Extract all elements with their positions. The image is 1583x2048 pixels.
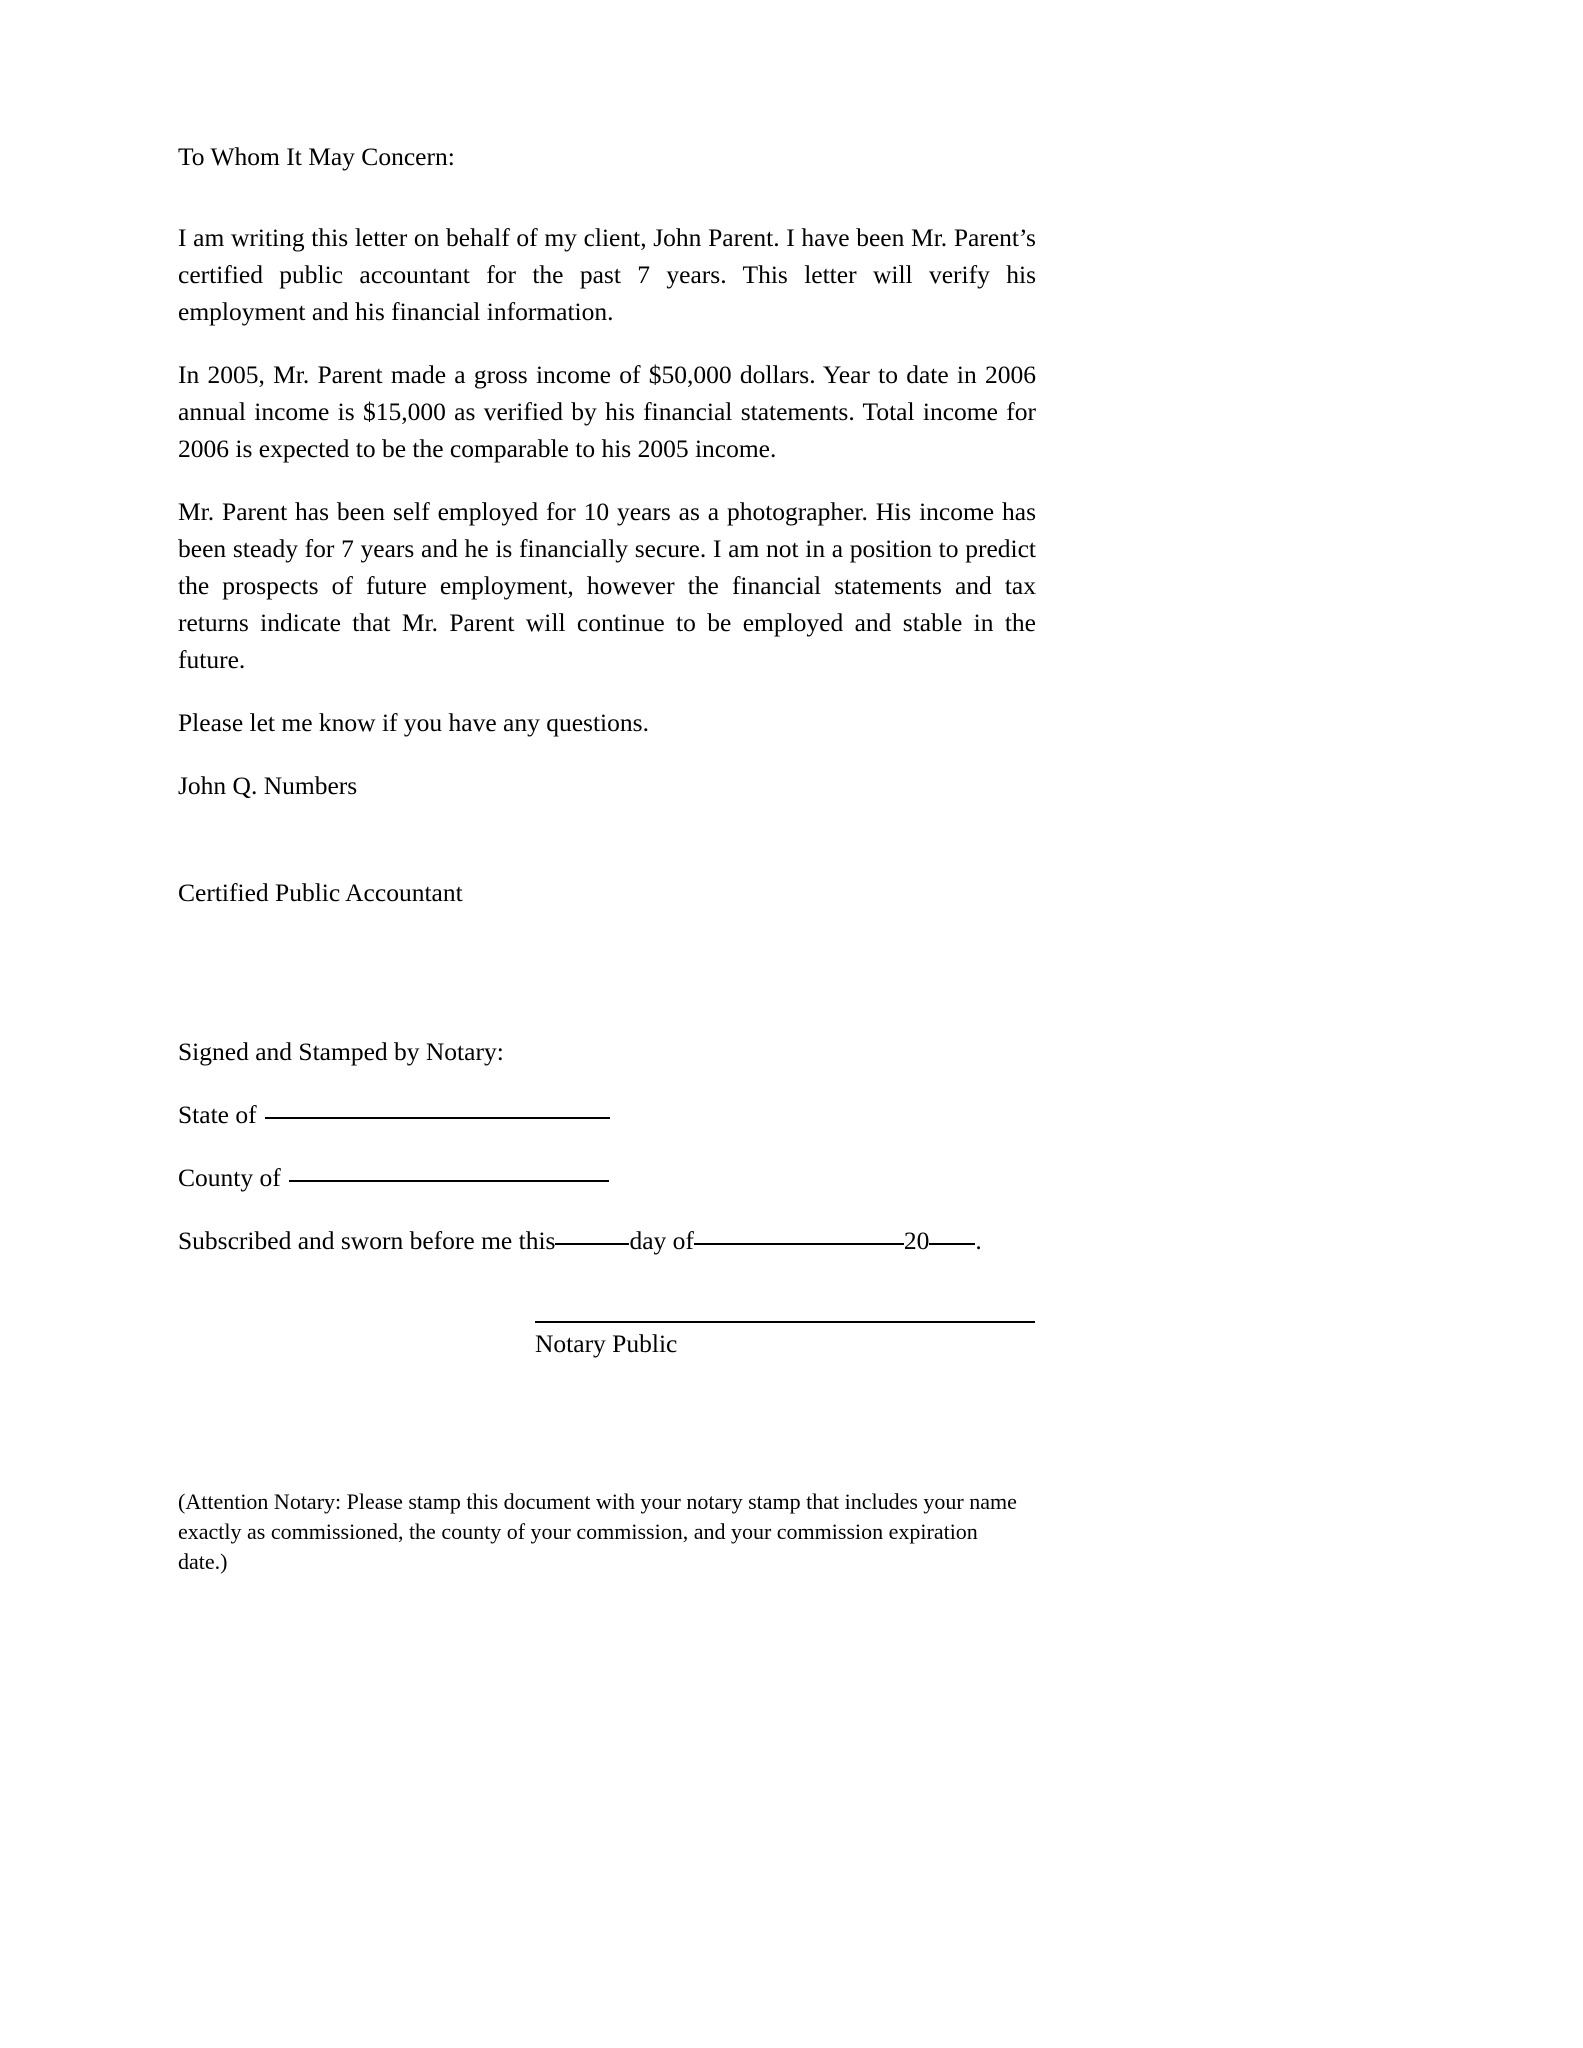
notary-state-row: [178, 1096, 1036, 1133]
county-of-label: County of: [178, 1163, 281, 1192]
notary-signature-line[interactable]: [535, 1321, 1035, 1323]
paragraph-employment-intro: I am writing this letter on behalf of my client, John Parent. I have been Mr. Parent’s certified public accountant for the past 7 years. This letter will verify his employment and his financial information.: [178, 223, 1036, 326]
sworn-year-prefix-label: 20: [903, 1226, 930, 1255]
notary-signature-caption: Notary Public: [535, 1329, 678, 1358]
sworn-prefix-label: Subscribed and sworn before me this: [178, 1226, 556, 1255]
notary-county-row: [178, 1159, 1036, 1196]
state-of-label: State of: [178, 1100, 257, 1129]
paragraph-employment-stability: Mr. Parent has been self employed for 10 years as a photographer. His income has been steady for 7 years and he is financially secure. I am not in a position to predict the prospects of future employment, however the financial statements and tax returns indicate that Mr. Parent will continue to be employed and stable in the future.: [178, 497, 1036, 674]
sworn-month-input-line[interactable]: [694, 1243, 904, 1245]
paragraph-income-figures: In 2005, Mr. Parent made a gross income of $50,000 dollars. Year to date in 2006 annual income is $15,000 as verified by his financial statements. Total income for 2006 is expected to be the comparable to his 2005 income.: [178, 360, 1036, 463]
spacer: [178, 830, 1036, 874]
sworn-suffix-label: .: [975, 1226, 982, 1255]
paragraph-closing: Please let me know if you have any questions.: [178, 708, 649, 737]
county-of-input-line[interactable]: [289, 1180, 609, 1182]
sworn-middle-label: day of: [629, 1226, 694, 1255]
state-of-input-line[interactable]: [265, 1117, 610, 1119]
salutation: To Whom It May Concern:: [178, 142, 455, 171]
notary-sworn-row: [178, 1222, 1036, 1259]
signer-name: John Q. Numbers: [178, 771, 358, 800]
notary-heading: Signed and Stamped by Notary:: [178, 1037, 504, 1066]
spacer: [178, 201, 1036, 219]
spacer: [178, 937, 1036, 1033]
sworn-day-input-line[interactable]: [555, 1243, 629, 1245]
notary-signature-block: [178, 1321, 1036, 1361]
sworn-year-input-line[interactable]: [929, 1243, 975, 1245]
attention-notary-note: (Attention Notary: Please stamp this document with your notary stamp that includes your name exactly as commissioned, the county of your commission, and your commission expiration date.): [178, 1489, 1017, 1574]
letter-body: [178, 138, 1036, 1599]
signer-title: Certified Public Accountant: [178, 878, 463, 907]
